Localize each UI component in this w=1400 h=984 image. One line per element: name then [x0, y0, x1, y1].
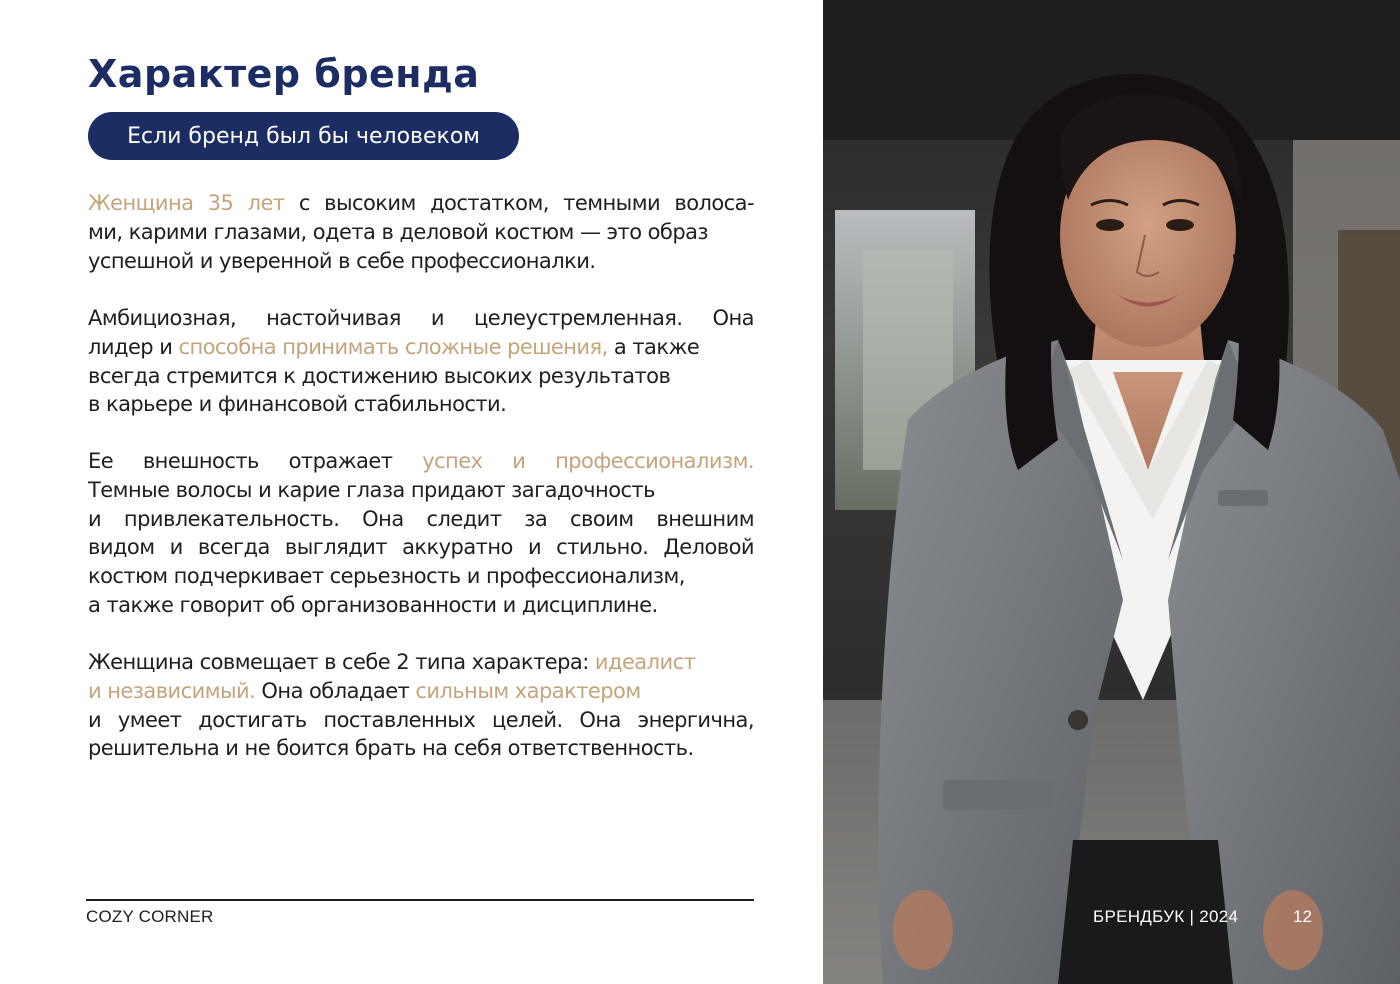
- paragraph-line: решительна и не боится брать на себя ответственность.: [88, 736, 694, 761]
- paragraph-line: [88, 648, 754, 677]
- paragraph-line: Темные волосы и карие глаза придают загадочность: [88, 477, 656, 502]
- paragraph-line: [88, 189, 754, 218]
- paragraph-line: а также говорит об организованности и дисциплине.: [88, 592, 658, 617]
- text-span: а также: [607, 334, 700, 359]
- footer-divider: [86, 899, 754, 901]
- paragraph-line: [88, 447, 754, 476]
- text-span: Она обладает: [255, 678, 416, 703]
- paragraph-line: Амбициозная, настойчивая и целеустремленная. Она: [88, 306, 754, 330]
- highlight-text: и независимый.: [88, 678, 256, 703]
- paragraph-line: и привлекательность. Она следит за своим внешним: [88, 506, 754, 531]
- page-title: Характер бренда: [88, 52, 480, 96]
- highlight-text: успех и профессионализм.: [422, 449, 755, 473]
- text-span: Женщина совмещает в себе 2 типа характера:: [88, 650, 595, 674]
- portrait-illustration: [823, 0, 1400, 984]
- paragraph-4: [88, 648, 754, 763]
- portrait-photo: [823, 0, 1400, 984]
- paragraph-1: [88, 189, 754, 275]
- footer-brandbook-label: БРЕНДБУК | 2024: [1093, 907, 1239, 926]
- paragraph-line: видом и всегда выглядит аккуратно и стильно. Деловой: [88, 535, 754, 560]
- paragraph-line: в карьере и финансовой стабильности.: [88, 392, 507, 417]
- text-span: Ее внешность отражает: [88, 449, 423, 473]
- paragraph-line: [88, 333, 754, 362]
- subtitle-pill: Если бренд был бы человеком: [88, 112, 519, 160]
- footer-brand-name: COZY CORNER: [86, 907, 214, 926]
- footer-page-number: 12: [1293, 907, 1312, 926]
- highlight-text: Женщина 35 лет: [88, 191, 285, 215]
- paragraph-line: и умеет достигать поставленных целей. Она энергична,: [88, 707, 754, 732]
- highlight-text: сильным характером: [415, 678, 641, 703]
- paragraph-line: всегда стремится к достижению высоких результатов: [88, 363, 671, 388]
- paragraph-line: костюм подчеркивает серьезность и профессионализм,: [88, 564, 685, 589]
- highlight-text: способна принимать сложные решения,: [178, 334, 608, 359]
- text-span: лидер и: [88, 334, 179, 359]
- paragraph-line: [88, 677, 754, 706]
- text-span: с высоким достатком, темными волоса-: [284, 191, 755, 215]
- paragraph-line: ми, карими глазами, одета в деловой костюм — это образ: [88, 219, 709, 244]
- paragraph-3: [88, 447, 754, 620]
- paragraph-line: успешной и уверенной в себе профессионалки.: [88, 248, 596, 273]
- paragraph-2: [88, 304, 754, 419]
- highlight-text: идеалист: [594, 650, 696, 674]
